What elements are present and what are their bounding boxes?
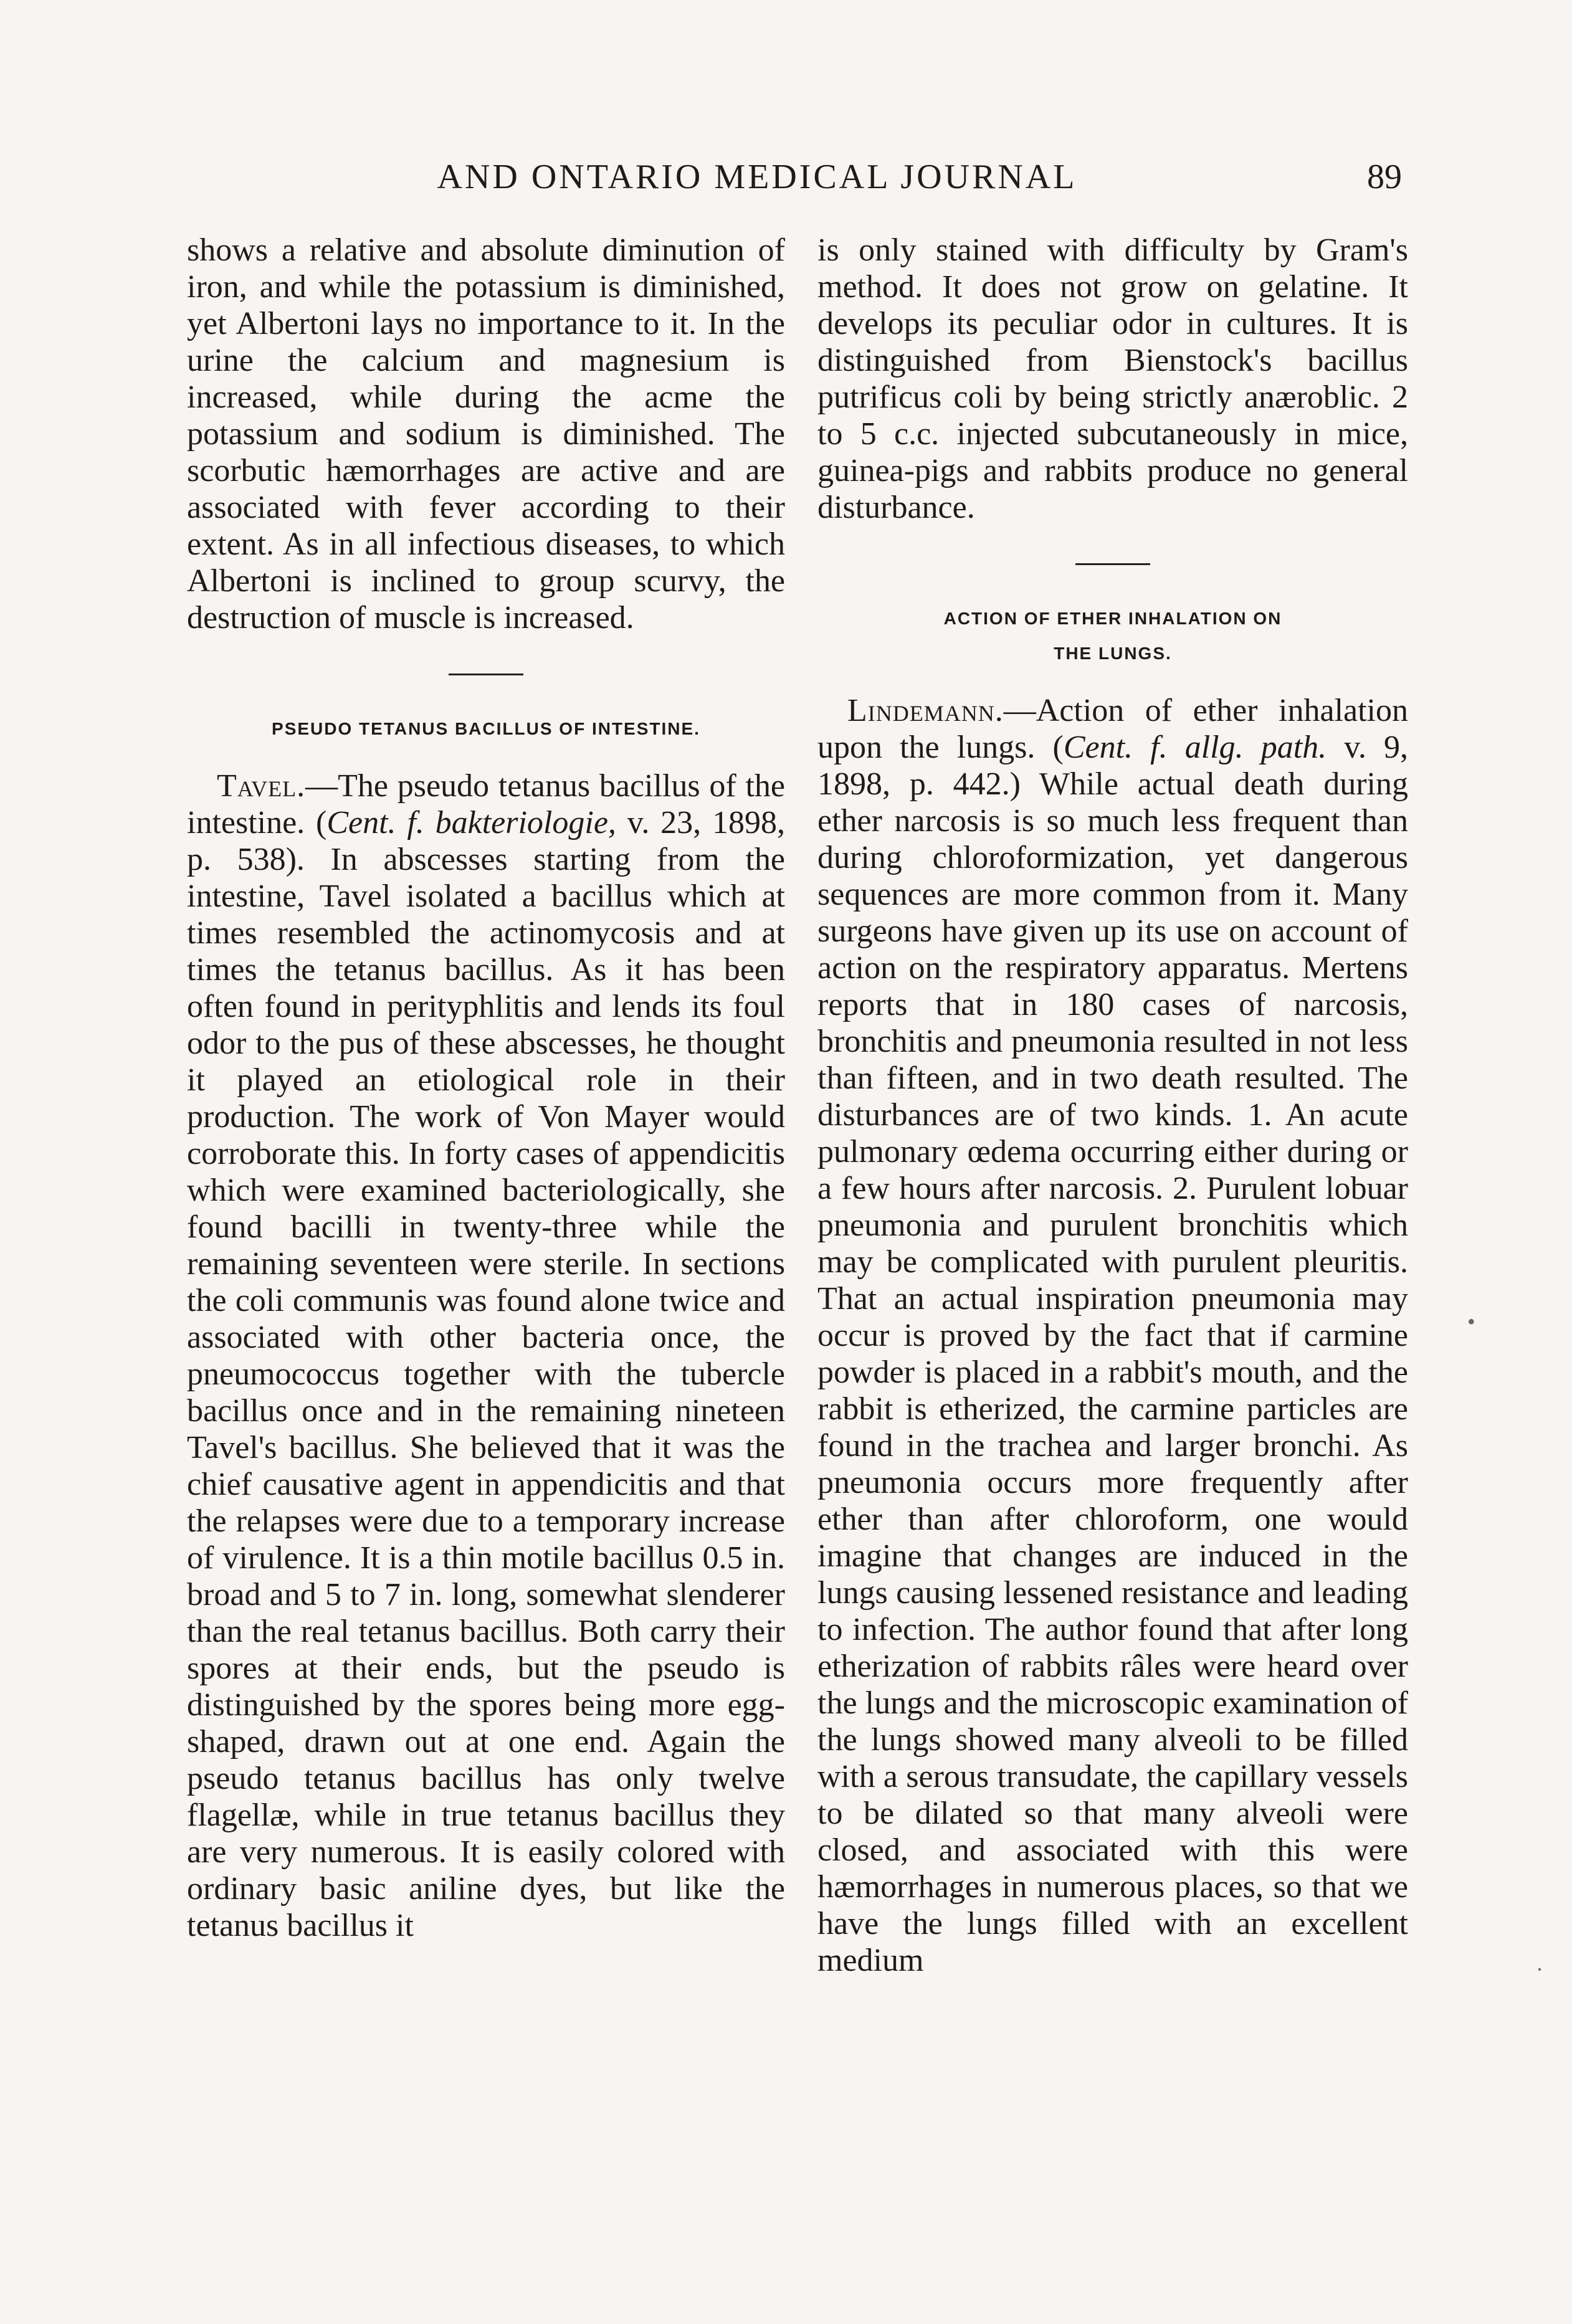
citation-ref: v. 23, 1898, p. 538). [187, 805, 785, 877]
article-title: —The pseudo tetanus bacillus of the intestine. ( [187, 768, 785, 841]
section-heading-ether-inhalation [817, 601, 1408, 671]
right-paragraph-continuation: is only stained with difficulty by Gram's method. It does not grow on gelatine. It develops its peculiar odor in cultures. It is distinguished from Bienstock's bacillus putrificus coli by being strictly anæroblic. 2 to 5 c.c. injected subcutaneously in mice, guinea-pigs and rabbits produce no general disturbance. [817, 232, 1408, 525]
heading-text: PSEUDO TETANUS BACILLUS OF INTESTINE. [272, 719, 700, 738]
right-paragraph-lindemann [817, 692, 1408, 1979]
section-divider [449, 674, 523, 675]
print-speck: · [1536, 1957, 1543, 1982]
author-name: Tavel. [217, 768, 306, 804]
running-title: AND ONTARIO MEDICAL JOURNAL [437, 158, 1077, 196]
author-name: Lindemann. [847, 693, 1004, 728]
right-column [817, 232, 1408, 1979]
heading-line-1: ACTION OF ETHER INHALATION ON [943, 609, 1282, 628]
left-column [187, 232, 785, 1944]
paragraph-body: In abscesses starting from the intestine, Tavel isolated a bacillus which at times resembled the actinomycosis and at times the tetanus bacillus. As it has been often found in perityphlitis and lends its foul odor to the pus of these abscesses, he thought it played an etiological role in their production. The work of Von Mayer would corroborate this. In forty cases of appendicitis which were examined bacteriologically, she found bacilli in twenty-three while the remaining seventeen were sterile. In sections the coli communis was found alone twice and associated with other bacteria once, the pneumococcus together with the tubercle bacillus once and in the remaining nineteen Tavel's bacillus. She believed that it was the chief causative agent in appendicitis and that the relapses were due to a temporary increase of virulence. It is a thin motile bacillus 0.5 in. broad and 5 to 7 in. long, somewhat slenderer than the real tetanus bacillus. Both carry their spores at their ends, but the pseudo is distinguished by the spores being more egg-shaped, drawn out at one end. Again the pseudo tetanus bacillus has only twelve flagellæ, while in true tetanus bacillus they are very numerous. It is easily colored with ordinary basic aniline dyes, but like the tetanus bacillus it [187, 842, 785, 1943]
left-paragraph-tavel [187, 768, 785, 1944]
journal-name: Cent. f. allg. path. [1063, 730, 1327, 765]
section-divider [1075, 563, 1150, 565]
journal-name: Cent. f. bakteriologie, [326, 805, 616, 841]
page-number: 89 [1367, 158, 1402, 196]
paragraph-body: While actual death during ether narcosis is so much less frequent than during chloroformization, yet dangerous sequences are more common from it. Many surgeons have given up its use on account of action on the respiratory apparatus. Mertens reports that in 180 cases of narcosis, bronchitis and pneumonia resulted in not less than fifteen, and in two death resulted. The disturbances are of two kinds. 1. An acute pulmonary œdema occurring either during or a few hours after narcosis. 2. Purulent lobuar pneumonia and purulent bronchitis which may be complicated with purulent pleuritis. That an actual inspiration pneumonia may occur is proved by the fact that if carmine powder is placed in a rabbit's mouth, and the rabbit is etherized, the carmine particles are found in the trachea and larger bronchi. As pneumonia occurs more frequently after ether than after chloroform, one would imagine that changes are induced in the lungs causing lessened resistance and leading to infection. The author found that after long etherization of rabbits râles were heard over the lungs and the microscopic examination of the lungs showed many alveoli to be filled with a serous transudate, the capillary vessels to be dilated so that many alveoli were closed, and associated with this were hæmorrhages in numerous places, so that we have the lungs filled with an excellent medium [817, 766, 1408, 1978]
citation-ref: v. 9, 1898, p. 442.) [817, 730, 1409, 802]
heading-line-2: THE LUNGS. [1054, 644, 1172, 663]
article-title: —Action of ether inhalation upon the lungs. ( [817, 693, 1408, 765]
left-paragraph-scurvy: shows a relative and absolute diminution of iron, and while the potassium is diminished, yet Albertoni lays no importance to it. In the urine the calcium and magnesium is increased, while during the acme the potassium and sodium is diminished. The scorbutic hæmorrhages are active and are associated with fever according to their extent. As in all infectious diseases, to which Albertoni is inclined to group scurvy, the destruction of muscle is increased. [187, 232, 785, 636]
print-speck: • [1467, 1309, 1475, 1334]
running-head [187, 157, 1402, 197]
section-heading-pseudo-tetanus [187, 712, 785, 746]
